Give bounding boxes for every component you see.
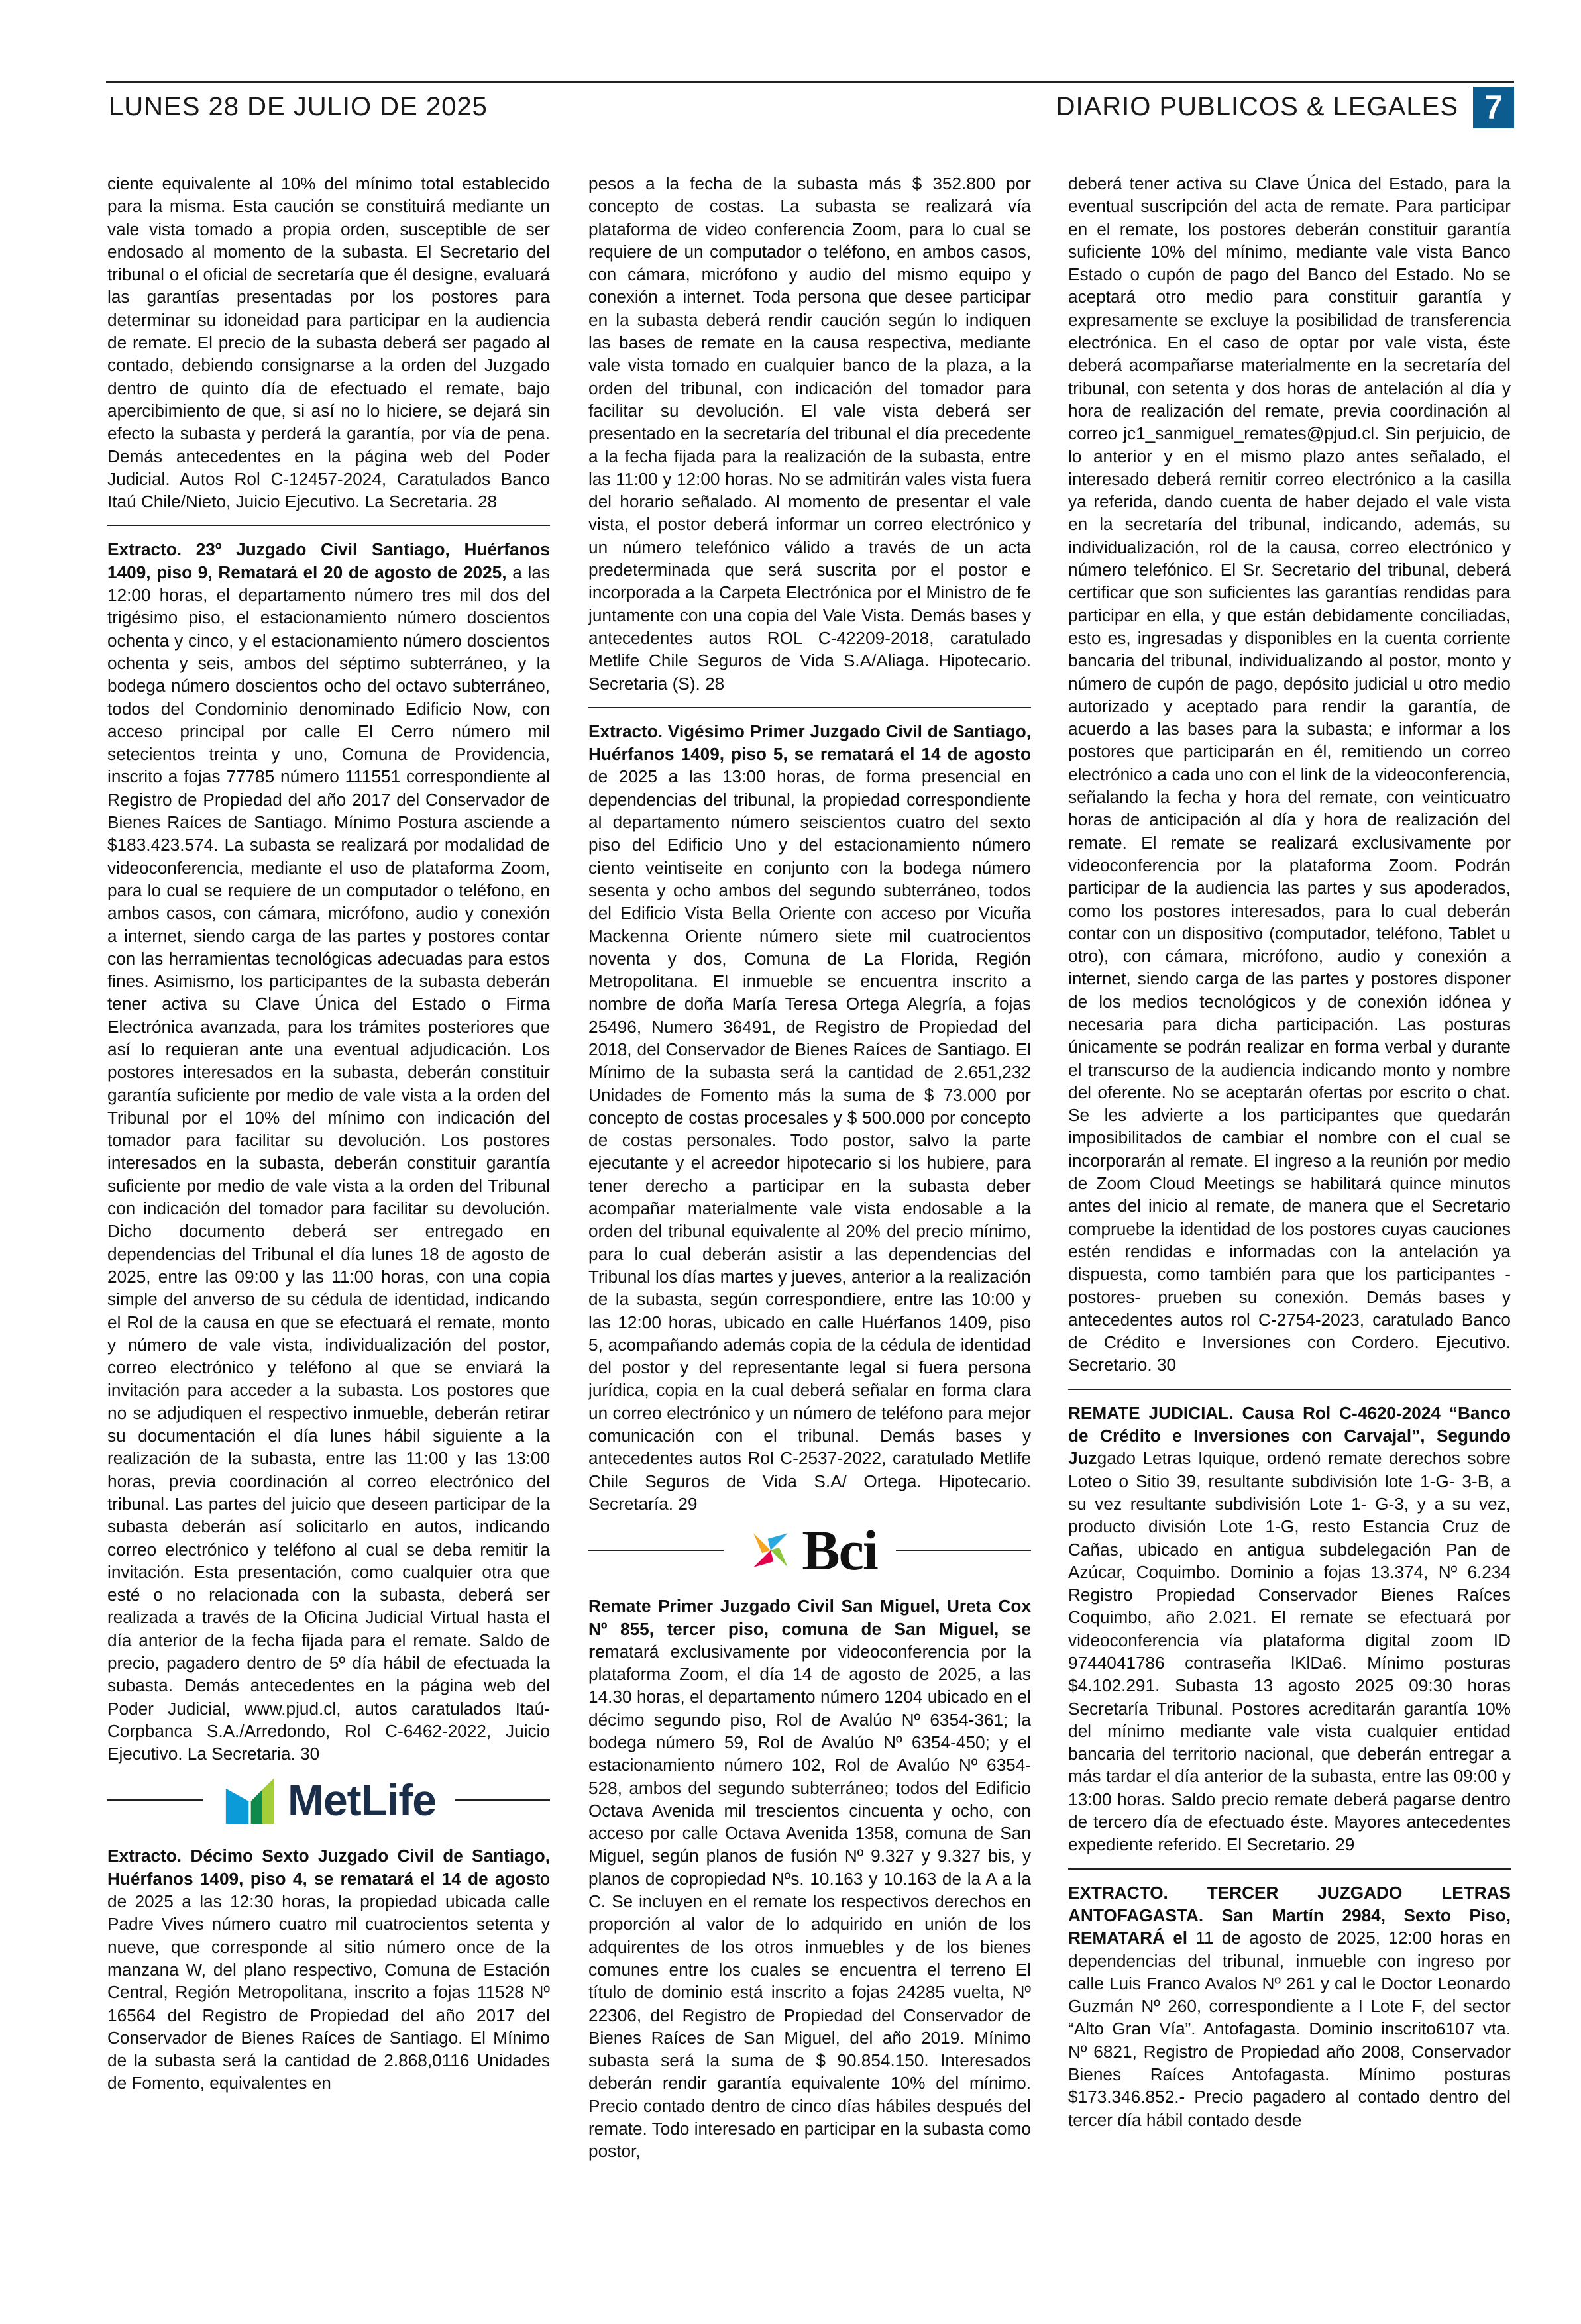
issue-date: LUNES 28 DE JULIO DE 2025	[109, 92, 488, 121]
notice-21-juzgado	[588, 720, 1031, 1515]
divider	[107, 525, 550, 526]
notice-antofagasta	[1068, 1881, 1511, 2131]
notice-body: to de 2025 a las 12:30 horas, la propiedad ubicada calle Padre Vives número cuatro mil cuatrocientos setenta y nueve, que corresponde al sitio número once de la manzana W, del plano respectivo, Comuna de Estación Central, Región Metropolitana, inscrito a fojas 11528 Nº 16564 del Registro de Propiedad del año 2017 del Conservador de Bienes Raíces de Santiago. El Mínimo de la subasta será la cantidad de 2.868,0116 Unidades de Fomento, equivalentes en	[107, 1868, 550, 2093]
bci-wordmark: Bci	[802, 1518, 877, 1583]
notice-body: de 2025 a las 13:00 horas, de forma presencial en dependencias del tribunal, la propiedad correspondiente al departamento número seiscientos cuatro del sexto piso del Edificio Uno y del estacionamiento número ciento veintiseite en conjunto con la bodega número sesenta y ocho ambos del segundo subterráneo, todos del Edificio Vista Bella Oriente con acceso por Vicuña Mackenna Oriente número siete mil cuatrocientos noventa y dos, Comuna de La Florida, Región Metropolitana. El inmueble se encuentra inscrito a nombre de doña María Teresa Ortega Alegría, a fojas 25496, Numero 36491, de Registro de Propiedad del 2018, del Conservador de Bienes Raíces de Santiago. El Mínimo de la subasta será la cantidad de 2.651,232 Unidades de Fomento más la suma de $ 73.000 por concepto de costas procesales y $ 500.000 por concepto de costas personales. Todo postor, salvo la parte ejecutante y el acreedor hipotecario si los hubiere, para tener derecho a participar en la subasta deber acompañar materialmente vale vista endosable a la orden del tribunal equivalente al 20% del precio mínimo, para lo cual deberán asistir a las dependencias del Tribunal los días martes y jueves, anterior a la realización de la subasta, según correspondiere, entre las 10:00 y las 12:00 horas, ubicado en calle Huérfanos 1409, piso 5, acompañando además copia de la cédula de identidad del postor y del representante legal si fuera persona jurídica, copia en la cual deberá señalar en forma clara un correo electrónico y un número de teléfono para mejor comunicación con el tribunal. Demás bases y antecedentes autos Rol C-2537-2022, caratulado Metlife Chile Seguros de Vida S.A/ Ortega. Hipotecario. Secretaría. 29	[588, 766, 1031, 1514]
page-header	[106, 81, 1514, 129]
notice-body: ciente equivalente al 10% del mínimo total establecido para la misma. Esta caución se constituirá mediante un vale vista tomado a propia orden, susceptible de ser endosado al momento de la subasta. El Secretario del tribunal o el oficial de secretaría que él designe, evaluará las garantías presentadas por los postores para determinar su idoneidad para participar en la audiencia de remate. El precio de la subasta deberá ser pagado al contado, debiendo consignarse a la orden del Juzgado dentro de quinto día de efectuado el remate, bajo apercibimiento de que, si así no lo hiciere, se dejará sin efecto la subasta y perderá la garantía, por vía de pena. Demás antecedentes en la página web del Poder Judicial. Autos Rol C-12457-2024, Caratulados Banco Itaú Chile/Nieto, Juicio Ejecutivo. La Secretaria. 28	[107, 174, 550, 512]
notice-body: matará exclusivamente por videoconferencia por la plataforma Zoom, el día 14 de agosto de 2025, a las 14.30 horas, el departamento número 1204 ubicado en el décimo segundo piso, Rol de Avalúo Nº 6354-361; la bodega número 59, Rol de Avalúo Nº 6354-450; y el estacionamiento número 102, Rol de Avalúo Nº 6354-528, ambos del segundo subterráneo; todos del Edificio Octava Avenida mil trescientos cincuenta y ocho, con acceso por calle Octava Avenida 1358, comuna de San Miguel, según planos de fusión Nº 9.327 y 9.327 bis, y planos de copropiedad Nºs. 10.163 y 10.163 de la A a la C. Se incluyen en el remate los respectivos derechos en proporción al valor de lo adquirido en unión de los adquirentes de los otros inmuebles y de los bienes comunes entre los cuales se encuentra el terreno El título de dominio está inscrito a fojas 24285 vuelta, Nº 22306, del Registro de Propiedad del Conservador de Bienes Raíces de San Miguel, del año 2019. Mínimo subasta será la suma de $ 90.854.150. Interesados deberán rendir garantía equivalente 10% del mínimo. Precio contado dentro de cinco días hábiles después del remate. Todo interesado en participar en la subasta como postor,	[588, 1641, 1031, 2162]
metlife-logo-icon	[221, 1771, 278, 1828]
column-3	[1068, 172, 1511, 2279]
notice-body: pesos a la fecha de la subasta más $ 352.800 por concepto de costas. La subasta se realizará vía plataforma de video conferencia Zoom, para lo cual se requiere de un computador o teléfono, en ambos casos, con cámara, micrófono y audio del mismo equipo y conexión a internet. Toda persona que desee participar en la subasta deberá rendir caución según lo indiquen las bases de remate en la causa respectiva, mediante vale vista tomado en cualquier banco de la plaza, a la orden del tribunal, con indicación del tomador para facilitar su devolución. El vale vista deberá ser presentado en la secretaría del tribunal el día precedente a la fecha fijada para la realización de la subasta, entre las 11:00 y 12:00 horas. No se admitirán vales vista fuera del horario señalado. Al momento de presentar el vale vista, el postor deberá informar un correo electrónico y un número telefónico válido a través de un acta predeterminada que será suscrita por el postor e incorporada a la Carpeta Electrónica por el Ministro de fe juntamente con una copia del Vale Vista. Demás bases y antecedentes autos ROL C-42209-2018, caratulado Metlife Chile Seguros de Vida S.A/Aliaga. Hipotecario. Secretaria (S). 28	[588, 174, 1031, 694]
divider	[588, 707, 1031, 708]
notice-lead: Remate Primer Juzgado Civil San Miguel, Ureta Cox Nº 855, tercer piso, comuna de San Miguel, se re	[588, 1596, 1031, 1662]
divider	[1068, 1868, 1511, 1870]
notice-body: 11 de agosto de 2025, 12:00 horas en dependencias del tribunal, inmueble con ingreso por calle Luis Franco Avalos Nº 261 y cal le Doctor Leonardo Guzmán Nº 260, correspondiente a I Lote F, del sector “Alto Gran Vía”. Antofagasta. Dominio inscrito6107 vta. Nº 6821, Registro de Propiedad año 2008, Conservador Bienes Raíces Antofagasta. Mínimo posturas $173.346.852.- Precio pagadero al contado dentro del tercer día hábil contado desde	[1068, 1928, 1511, 2130]
notice-lead: Extracto. 23º Juzgado Civil Santiago, Huérfanos 1409, piso 9, Rematará el 20 de agosto de 2025,	[107, 539, 550, 582]
notice-body: deberá tener activa su Clave Única del Estado, para la eventual suscripción del acta de remate. Para participar en el remate, los postores deberán constituir garantía suficiente 10% del mínimo, mediante vale vista Banco Estado o cupón de pago del Banco del Estado. No se aceptará otro medio para constituir garantía y expresamente se excluye la posibilidad de transferencia electrónica. En el caso de optar por vale vista, éste deberá acompañarse materialmente en la secretaría del tribunal, con setenta y dos horas de antelación al día y hora de realización del remate, previa coordinación al correo jc1_sanmiguel_remates@pjud.cl. Sin perjuicio, de lo anterior y en el mismo plazo antes señalado, el interesado deberá remitir correo electrónico a la casilla ya referida, dando cuenta de haber dejado el vale vista en la secretaría del tribunal, indicando, además, su individualización, rol de la causa, correo electrónico y número telefónico. El Sr. Secretario del tribunal, deberá certificar que son suficientes las garantías rendidas para participar en ella, y que están debidamente conciliadas, esto es, ingresadas y disponibles en la cuenta corriente bancaria del tribunal, individualizando al postor, monto y número de cupón de pago, depósito judicial u otro medio autorizado y aceptado para rendir la garantía, de acuerdo a las bases para la subasta; e informar a los postores que participarán en él, remitiendo un correo electrónico a cada uno con el link de la videoconferencia, señalando la fecha y hora del remate, con veinticuatro horas de anticipación al día y hora de realización del remate. El remate se realizará exclusivamente por videoconferencia por la plataforma Zoom. Podrán participar de la audiencia las partes y sus apoderados, como los postores interesados, para lo cual deberán contar con un dispositivo (computador, teléfono, Tablet u otro), con cámara, micrófono, audio y conexión a internet, siendo carga de las partes y postores disponer de los medios tecnológicos y de conexión idónea y necesaria para dicha participación. Las posturas únicamente se podrán realizar en forma verbal y durante el transcurso de la audiencia indicando monto y nombre del oferente. No se aceptarán ofertas por escrito o chat. Se les advierte a los participantes que quedarán imposibilitados de cambiar el nombre con el cual se incorporarán al remate. El ingreso a la reunión por medio de Zoom Cloud Meetings se habilitará quince minutos antes del inicio al remate, de manera que el Secretario compruebe la identidad de los postores cuyas cauciones estén rendidas e informadas con la antelación ya dispuesta, como también para que los participantes -postores- prueben su conexión. Demás bases y antecedentes autos rol C-2754-2023, caratulado Banco de Crédito e Inversiones con Cordero. Ejecutivo. Secretario. 30	[1068, 174, 1511, 1375]
metlife-wordmark: MetLife	[288, 1775, 436, 1825]
notice-23-juzgado	[107, 538, 550, 1765]
divider	[1068, 1389, 1511, 1390]
notice-body: a las 12:00 horas, el departamento número tres mil dos del trigésimo piso, el estacionamiento número doscientos ochenta y cinco, y el estacionamiento número doscientos ochenta y seis, ambos del séptimo subterráneo, y la bodega número doscientos ocho del octavo subterráneo, todos del Condominio denominado Edificio Now, con acceso principal por calle El Cerro número mil setecientos treinta y uno, Comuna de Providencia, inscrito a fojas 77785 número 111551 correspondiente al Registro de Propiedad del año 2017 del Conservador de Bienes Raíces de Santiago. Mínimo Postura asciende a $183.423.574. La subasta se realizará por modalidad de videoconferencia, mediante el uso de plataforma Zoom, para lo cual se requiere de un computador o teléfono, en ambos casos, con cámara, micrófono, audio y conexión a internet, siendo carga de las partes y postores contar con las herramientas tecnológicas adecuadas para estos fines. Asimismo, los participantes de la subasta deberán tener activa su Clave Única del Estado o Firma Electrónica avanzada, para los trámites posteriores que así lo requieran ante una eventual adjudicación. Los postores interesados en la subasta, deberán constituir garantía suficiente por medio de vale vista a la orden del Tribunal por el 10% del mínimo con indicación del tomador para facilitar su devolución. Los postores interesados en la subasta, deberán constituir garantía suficiente por medio de vale vista a la orden del Tribunal con indicación del tomador para facilitar su devolución. Dicho documento deberá ser entregado en dependencias del Tribunal el día lunes 18 de agosto de 2025, entre las 09:00 y las 11:00 horas, con una copia simple del anverso de su cédula de identidad, indicando el Rol de la causa en que se efectuará el remate, monto y número de vale vista, individualización del postor, correo electrónico y teléfono al que se enviará la invitación para acceder a la subasta. Los postores que no se adjudiquen el respectivo inmueble, deberán retirar su documentación el día lunes hábil siguiente a la realización de la subasta, entre las 11:00 y las 13:00 horas, previa coordinación al correo electrónico del tribunal. Las partes del juicio que deseen participar de la subasta deberán así solicitarlo en autos, indicando correo electrónico y teléfono al cual se deba remitir la invitación. Esta presentación, como cualquier otra que esté o no relacionada con la subasta, deberá ser realizada a través de la Oficina Judicial Virtual hasta el día anterior de la fecha fijada para el remate. Saldo de precio, pagadero dentro de 5º día hábil de efectuada la subasta. Demás antecedentes en la página web del Poder Judicial, www.pjud.cl, autos caratulados Itaú-Corpbanca S.A./Arredondo, Rol C-6462-2022, Juicio Ejecutivo. La Secretaria. 30	[107, 562, 550, 1764]
bci-logo-icon	[742, 1522, 799, 1579]
column-2	[588, 172, 1031, 2279]
notice-lead: Extracto. Décimo Sexto Juzgado Civil de Santiago, Huérfanos 1409, piso 4, se rematará el 14 de agos	[107, 1846, 550, 1889]
bci-ad	[588, 1518, 1031, 1583]
publication-name: DIARIO PUBLICOS & LEGALES	[1056, 92, 1458, 121]
notice-16-juzgado	[107, 1844, 550, 2094]
notice-lead: REMATE JUDICIAL. Causa Rol C-4620-2024 “Banco de Crédito e Inversiones con Carvajal”, Segundo Juz	[1068, 1402, 1511, 1469]
notice-continuation	[588, 172, 1031, 695]
notice-continuation	[107, 172, 550, 513]
metlife-ad	[107, 1768, 550, 1832]
notice-lead: EXTRACTO. TERCER JUZGADO LETRAS ANTOFAGASTA. San Martín 2984, Sexto Piso, REMATARÁ el	[1068, 1882, 1511, 1948]
notice-remate-judicial	[1068, 1402, 1511, 1856]
notice-lead: Extracto. Vigésimo Primer Juzgado Civil de Santiago, Huérfanos 1409, piso 5, se rematará el 14 de agosto	[588, 721, 1031, 765]
page-number-badge: 7	[1473, 87, 1514, 128]
column-1	[107, 172, 550, 2279]
notice-san-miguel	[588, 1595, 1031, 2162]
notice-continuation	[1068, 172, 1511, 1377]
notice-body: gado Letras Iquique, ordenó remate derechos sobre Loteo o Sitio 39, resultante subdivisión lote 1-G- 3-B, a su vez resultante subdivisión Lote 1- G-3, y a su vez, producto división Lote 1-G, resto Estancia Cruz de Cañas, ubicado en antigua subdelegación Pan de Azúcar, Coquimbo. Dominio a fojas 13.374, Nº 6.234 Registro Propiedad Conservador Bienes Raíces Coquimbo, año 2.021. El remate se efectuará por videoconferencia vía plataforma digital zoom ID 9744041786 contraseña lKlDa6. Mínimo posturas $4.102.291. Subasta 13 agosto 2025 09:30 horas Secretaría Tribunal. Postores acreditarán garantía 10% del mínimo mediante vale vista cualquier entidad bancaria del territorio nacional, que deberán entregar a más tardar el día anterior de la subasta, entre las 09:00 y 13:00 horas. Saldo precio remate deberá pagarse dentro de tercero día de efectuado éste. Mayores antecedentes expediente referido. El Secretario. 29	[1068, 1448, 1511, 1855]
